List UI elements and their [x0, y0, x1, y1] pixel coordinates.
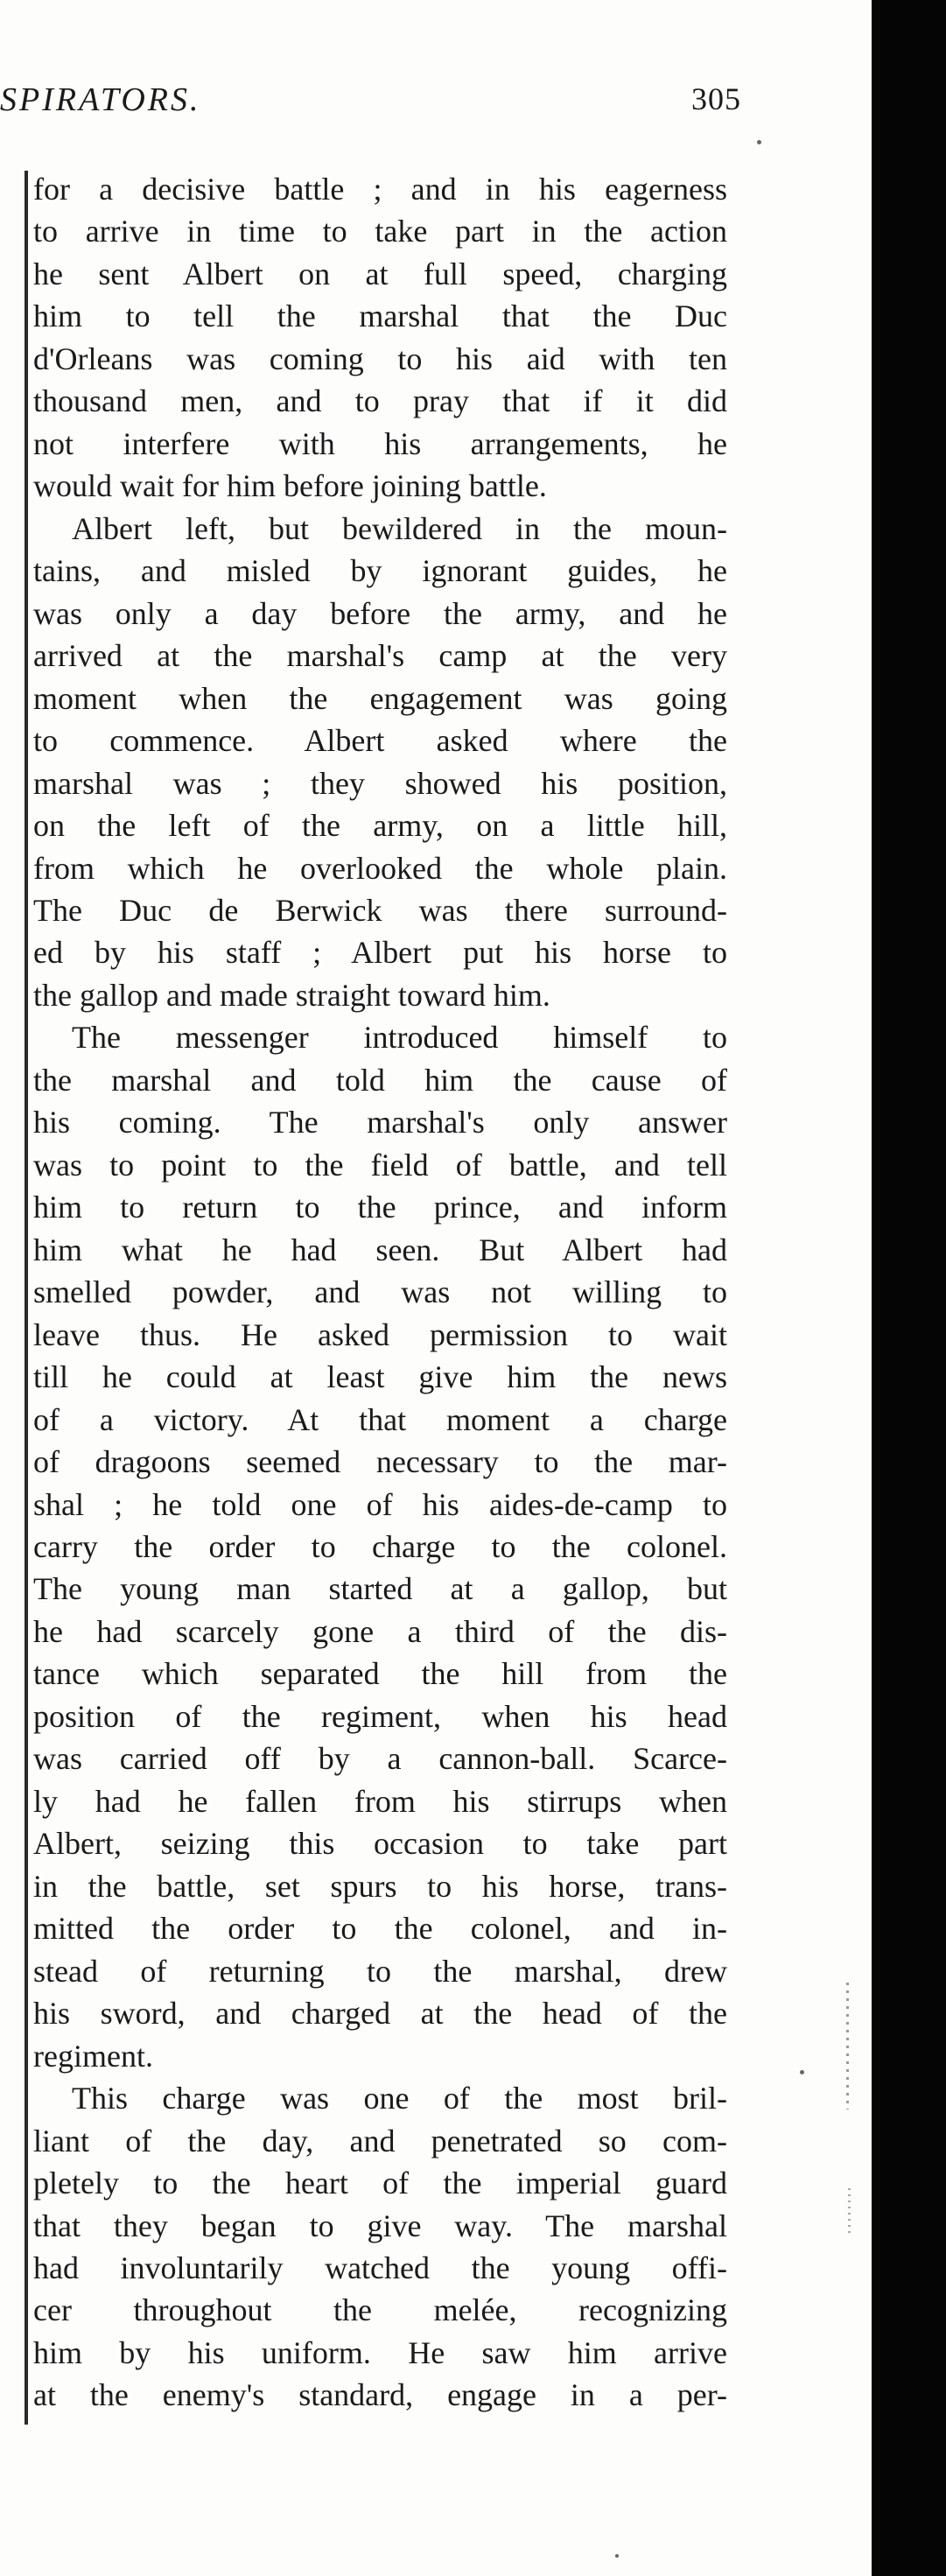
- margin-rule: [25, 171, 28, 2425]
- text-line: regiment.: [33, 2038, 153, 2074]
- text-line: mitted the order to the colonel, and in-: [33, 1911, 727, 1947]
- text-line: on the left of the army, on a little hill,: [33, 808, 727, 844]
- text-line: to arrive in time to take part in the action: [33, 214, 727, 249]
- text-line: liant of the day, and penetrated so com-: [33, 2123, 727, 2158]
- page-number: 305: [691, 81, 741, 116]
- scan-edge-bar: [872, 0, 946, 2576]
- text-line: him to tell the marshal that the Duc: [33, 298, 727, 334]
- text-line: position of the regiment, when his head: [33, 1698, 727, 1734]
- text-line: arrived at the marshal's camp at the very: [33, 638, 727, 674]
- text-line: he sent Albert on at full speed, charging: [33, 256, 727, 291]
- scan-artifact: [846, 1983, 849, 2109]
- text-line: for a decisive battle ; and in his eagerness: [33, 172, 727, 207]
- text-line: of a victory. At that moment a charge: [33, 1401, 727, 1437]
- text-line: shal ; he told one of his aides-de-camp to: [33, 1486, 727, 1522]
- text-line: This charge was one of the most bril-: [72, 2081, 727, 2116]
- text-line: not interfere with his arrangements, he: [33, 425, 727, 461]
- text-line: the gallop and made straight toward him.: [33, 977, 550, 1013]
- text-line: that they began to give way. The marshal: [33, 2207, 727, 2243]
- text-line: Albert, seizing this occasion to take part: [33, 1826, 727, 1862]
- text-line: would wait for him before joining battle.: [33, 468, 547, 504]
- text-line: cer throughout the melée, recognizing: [33, 2292, 727, 2328]
- text-line: from which he overlooked the whole plain.: [33, 850, 727, 886]
- text-line: in the battle, set spurs to his horse, trans-: [33, 1868, 727, 1904]
- text-line: was to point to the field of battle, and tell: [33, 1147, 727, 1183]
- text-line: thousand men, and to pray that if it did: [33, 383, 727, 419]
- text-line: his sword, and charged at the head of the: [33, 1996, 727, 2032]
- text-line: tance which separated the hill from the: [33, 1656, 727, 1692]
- text-line: was carried off by a cannon-ball. Scarce-: [33, 1741, 727, 1777]
- text-line: The messenger introduced himself to: [72, 1020, 727, 1056]
- text-line: moment when the engagement was going: [33, 680, 727, 716]
- text-line: The young man started at a gallop, but: [33, 1571, 727, 1607]
- text-line: him by his uniform. He saw him arrive: [33, 2334, 727, 2370]
- text-line: had involuntarily watched the young offi-: [33, 2250, 727, 2285]
- text-line: till he could at least give him the news: [33, 1359, 727, 1395]
- text-line: Albert left, but bewildered in the moun-: [72, 510, 727, 546]
- text-line: he had scarcely gone a third of the dis-: [33, 1613, 727, 1649]
- text-line: pletely to the heart of the imperial guard: [33, 2165, 727, 2201]
- text-line: d'Orleans was coming to his aid with ten: [33, 340, 727, 376]
- text-line: the marshal and told him the cause of: [33, 1062, 727, 1098]
- text-line: tains, and misled by ignorant guides, he: [33, 553, 727, 589]
- running-head: SPIRATORS.: [0, 81, 201, 118]
- text-line: stead of returning to the marshal, drew: [33, 1953, 727, 1989]
- text-line: marshal was ; they showed his position,: [33, 765, 727, 801]
- body-text: [33, 168, 727, 2417]
- text-line: smelled powder, and was not willing to: [33, 1274, 727, 1310]
- text-line: The Duc de Berwick was there surround-: [33, 892, 727, 928]
- text-line: was only a day before the army, and he: [33, 595, 727, 631]
- text-line: him what he had seen. But Albert had: [33, 1232, 727, 1267]
- text-line: at the enemy's standard, engage in a per-: [33, 2377, 727, 2413]
- text-line: carry the order to charge to the colonel.: [33, 1529, 727, 1564]
- text-line: leave thus. He asked permission to wait: [33, 1316, 727, 1352]
- text-line: ly had he fallen from his stirrups when: [33, 1783, 727, 1819]
- text-line: to commence. Albert asked where the: [33, 723, 727, 759]
- text-line: ed by his staff ; Albert put his horse to: [33, 935, 727, 971]
- text-line: of dragoons seemed necessary to the mar-: [33, 1444, 727, 1480]
- text-line: his coming. The marshal's only answer: [33, 1105, 727, 1141]
- scan-artifact: [848, 2188, 851, 2236]
- text-line: him to return to the prince, and inform: [33, 1190, 727, 1225]
